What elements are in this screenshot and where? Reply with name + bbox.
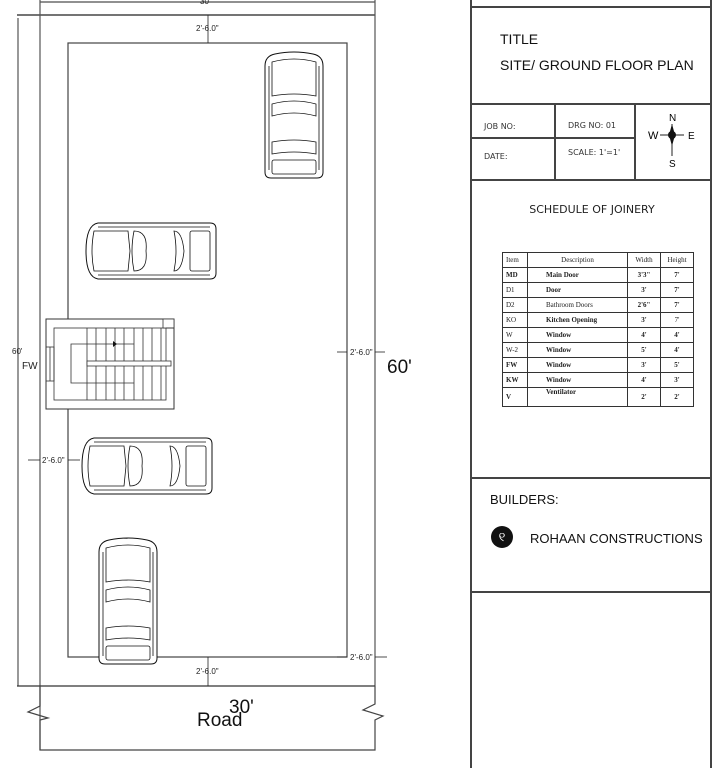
cell-width: 3': [628, 313, 661, 328]
divider: [472, 6, 712, 8]
cell-description: Window: [528, 328, 628, 343]
car-bottom-left: [99, 538, 157, 664]
cell-width: 2'6": [628, 298, 661, 313]
svg-text:S: S: [669, 159, 676, 170]
divider: [472, 179, 712, 181]
table-row: [503, 313, 694, 328]
header-height: Height: [661, 253, 694, 268]
cell-description: Window: [528, 343, 628, 358]
car-top-right: [265, 52, 323, 178]
table-row: [503, 343, 694, 358]
title-block-panel: [470, 0, 712, 768]
cell-width: 4': [628, 373, 661, 388]
setback-right-dimension: 2'-6.0": [350, 348, 373, 357]
fw-label: FW: [22, 361, 38, 372]
setback-bottom-right-dimension: 2'-6.0": [350, 653, 373, 662]
date-label: DATE:: [484, 152, 508, 161]
title-value: SITE/ GROUND FLOOR PLAN: [500, 57, 694, 73]
cell-width: 4': [628, 328, 661, 343]
cell-height: 5': [661, 358, 694, 373]
cell-height: 3': [661, 373, 694, 388]
svg-text:N: N: [669, 113, 677, 124]
cell-width: 3'3": [628, 268, 661, 283]
cell-height: 4': [661, 343, 694, 358]
cell-description: Window: [528, 358, 628, 373]
north-compass: [646, 110, 706, 170]
schedule-title: SCHEDULE OF JOINERY: [529, 203, 655, 216]
cell-height: 7': [661, 283, 694, 298]
table-row: [503, 328, 694, 343]
divider: [472, 137, 634, 139]
drg-no: DRG NO: 01: [568, 121, 617, 130]
cell-height: 4': [661, 328, 694, 343]
setback-left-dimension: 2'-6.0": [42, 456, 65, 465]
cell-description: Window: [528, 373, 628, 388]
title-section: [500, 26, 694, 78]
job-no-label: JOB NO:: [484, 122, 516, 131]
road-width-dimension: 30': [229, 697, 254, 718]
svg-text:W: W: [648, 130, 659, 142]
title-label: TITLE: [500, 31, 539, 47]
table-row: [503, 268, 694, 283]
plot-length-dimension: 60': [12, 347, 23, 356]
car-upper-left: [86, 223, 216, 279]
table-row: [503, 283, 694, 298]
cell-item: FW: [503, 358, 528, 373]
table-row: [503, 373, 694, 388]
header-width: Width: [628, 253, 661, 268]
cell-item: MD: [503, 268, 528, 283]
builder-name: ROHAAN CONSTRUCTIONS: [530, 531, 703, 546]
divider: [472, 477, 712, 479]
cell-height: 7': [661, 298, 694, 313]
cell-description: Door: [528, 283, 628, 298]
cell-description: Kitchen Opening: [528, 313, 628, 328]
cell-item: KW: [503, 373, 528, 388]
cell-width: 5': [628, 343, 661, 358]
cell-width: 2': [628, 388, 661, 407]
cell-width: 3': [628, 358, 661, 373]
divider: [554, 103, 556, 180]
cell-item: D1: [503, 283, 528, 298]
cell-item: W: [503, 328, 528, 343]
divider: [634, 103, 636, 180]
table-header-row: [503, 253, 694, 268]
divider: [472, 591, 712, 593]
cell-description: Main Door: [528, 268, 628, 283]
staircase: [46, 319, 174, 409]
scale: SCALE: 1'=1': [568, 148, 621, 157]
header-item: Item: [503, 253, 528, 268]
builders-label: BUILDERS:: [490, 492, 559, 507]
plot-width-dimension: 30': [200, 0, 211, 6]
table-row: [503, 298, 694, 313]
cell-width: 3': [628, 283, 661, 298]
cell-item: V: [503, 388, 528, 407]
table-row: [503, 358, 694, 373]
builder-logo-icon: ୧: [491, 526, 513, 548]
cell-description: Ventilator: [528, 388, 628, 407]
length-right-dimension: 60': [387, 357, 412, 378]
joinery-schedule-table: [502, 252, 694, 407]
car-lower-left: [82, 438, 212, 494]
cell-height: 7': [661, 268, 694, 283]
cell-height: 2': [661, 388, 694, 407]
setback-top-dimension: 2'-6.0": [196, 24, 219, 33]
header-description: Description: [528, 253, 628, 268]
cell-description: Bathroom Doors: [528, 298, 628, 313]
cell-item: D2: [503, 298, 528, 313]
cell-item: KO: [503, 313, 528, 328]
setback-bottom-dimension: 2'-6.0": [196, 667, 219, 676]
cell-item: W-2: [503, 343, 528, 358]
compass-icon: [646, 110, 706, 170]
road-label: Road: [197, 710, 243, 731]
table-row: [503, 388, 694, 407]
cell-height: 7': [661, 313, 694, 328]
svg-text:E: E: [688, 131, 695, 142]
